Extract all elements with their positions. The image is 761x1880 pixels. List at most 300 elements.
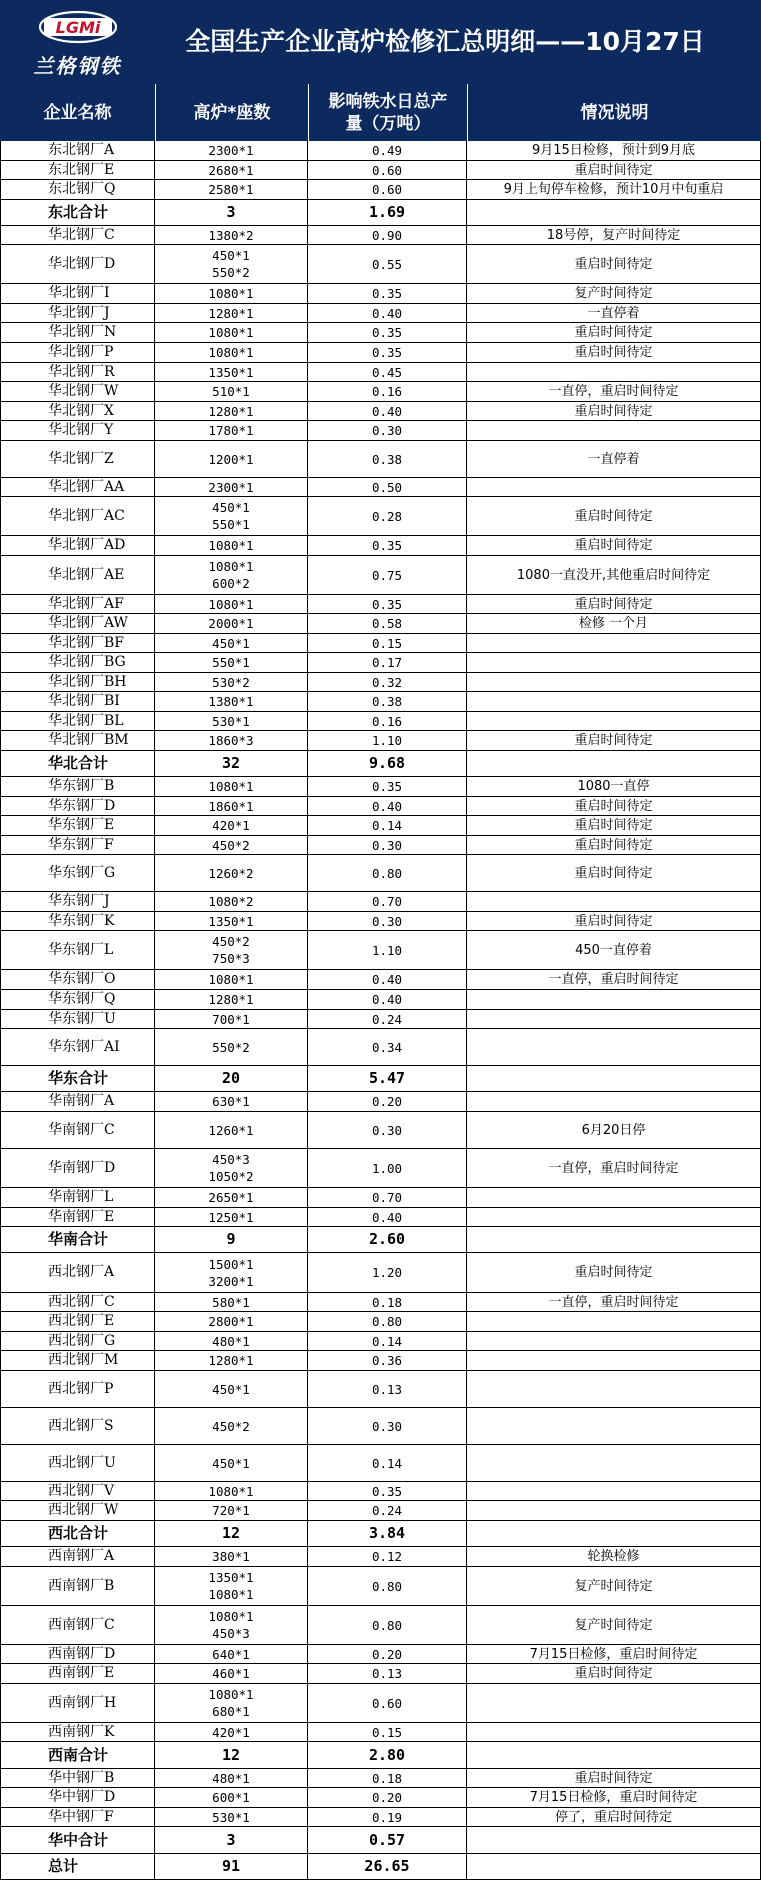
table-row (0, 1092, 761, 1112)
table-row (0, 1547, 761, 1567)
enterprise-name: 西南钢厂C (0, 1606, 155, 1645)
table-row (0, 284, 761, 304)
enterprise-name: 华东钢厂D (0, 797, 155, 816)
table-row (0, 673, 761, 692)
enterprise-name: 华南钢厂C (0, 1112, 155, 1149)
enterprise-name: 西北钢厂M (0, 1351, 155, 1371)
furnace-spec: 1080*1 (208, 1587, 254, 1602)
status-note: 重启时间待定 (467, 797, 761, 816)
enterprise-name: 西北钢厂U (0, 1445, 155, 1482)
enterprise-name: 华东钢厂K (0, 912, 155, 931)
table-row (0, 1112, 761, 1149)
enterprise-name: 西南钢厂H (0, 1684, 155, 1723)
furnace-count (155, 141, 308, 161)
furnace-count (155, 816, 308, 836)
furnace-count (155, 970, 308, 990)
furnace-spec: 20 (221, 1069, 241, 1087)
enterprise-name: 西南合计 (0, 1742, 155, 1769)
furnace-count (155, 161, 308, 180)
status-note: 重启时间待定 (467, 323, 761, 343)
status-note (467, 421, 761, 441)
furnace-spec: 450*1 (212, 248, 250, 263)
furnace-spec: 680*1 (212, 1704, 250, 1719)
status-note: 复产时间待定 (467, 284, 761, 304)
furnace-spec: 32 (221, 754, 241, 772)
daily-output: 1.69 (308, 200, 467, 226)
furnace-count (155, 1645, 308, 1664)
status-note: 450一直停着 (467, 931, 761, 970)
furnace-count (155, 1664, 308, 1684)
status-note (467, 634, 761, 653)
furnace-count (155, 304, 308, 323)
table-row (0, 816, 761, 836)
furnace-count (155, 180, 308, 200)
furnace-spec: 450*3 (212, 1152, 250, 1167)
enterprise-name: 华北钢厂P (0, 343, 155, 363)
daily-output: 0.18 (308, 1293, 467, 1312)
furnace-count (155, 1227, 308, 1253)
enterprise-name: 西南钢厂A (0, 1547, 155, 1567)
table-row (0, 304, 761, 323)
table-row (0, 1445, 761, 1482)
status-note (467, 1827, 761, 1854)
furnace-spec: 550*2 (212, 1039, 250, 1055)
daily-output: 0.32 (308, 673, 467, 692)
status-note (467, 990, 761, 1010)
daily-output: 0.14 (308, 1332, 467, 1351)
status-note: 6月20日停 (467, 1112, 761, 1149)
daily-output: 0.13 (308, 1664, 467, 1684)
table-row (0, 931, 761, 970)
header-col-name (0, 84, 155, 141)
table-row (0, 1788, 761, 1808)
daily-output: 1.00 (308, 1149, 467, 1188)
enterprise-name: 华北钢厂AE (0, 556, 155, 595)
subtotal-row (0, 1227, 761, 1253)
furnace-count (155, 990, 308, 1010)
enterprise-name: 华南钢厂D (0, 1149, 155, 1188)
daily-output: 0.58 (308, 614, 467, 634)
daily-output: 1.20 (308, 1253, 467, 1293)
furnace-spec: 1080*1 (208, 286, 254, 301)
status-note: 重启时间待定 (467, 343, 761, 363)
daily-output: 0.20 (308, 1645, 467, 1664)
enterprise-name: 西北钢厂G (0, 1332, 155, 1351)
furnace-spec: 1780*1 (208, 423, 254, 438)
table-row (0, 1208, 761, 1227)
furnace-spec: 530*1 (212, 713, 250, 729)
furnace-spec: 450*2 (212, 1418, 250, 1434)
daily-output: 0.40 (308, 1208, 467, 1227)
furnace-count (155, 1547, 308, 1567)
enterprise-name: 华北钢厂BM (0, 731, 155, 751)
furnace-spec: 1380*2 (208, 227, 254, 243)
table-row (0, 892, 761, 912)
status-note (467, 1188, 761, 1208)
enterprise-name: 华北钢厂BH (0, 673, 155, 692)
furnace-count (155, 1723, 308, 1742)
furnace-spec: 2680*1 (208, 162, 254, 178)
daily-output: 0.16 (308, 712, 467, 731)
enterprise-name: 西北钢厂C (0, 1293, 155, 1312)
enterprise-name: 华南合计 (0, 1227, 155, 1253)
table-row (0, 323, 761, 343)
furnace-spec: 3 (226, 203, 236, 221)
furnace-count (155, 441, 308, 478)
enterprise-name: 华东钢厂G (0, 855, 155, 892)
status-note: 重启时间待定 (467, 816, 761, 836)
status-note (467, 1312, 761, 1332)
enterprise-name: 西南钢厂E (0, 1664, 155, 1684)
furnace-count (155, 1066, 308, 1092)
table-row (0, 536, 761, 556)
table-row (0, 797, 761, 816)
furnace-spec: 2300*1 (208, 143, 254, 158)
status-note: 重启时间待定 (467, 836, 761, 855)
daily-output: 0.20 (308, 1788, 467, 1808)
status-note: 一直停，重启时间待定 (467, 1149, 761, 1188)
furnace-spec: 1080*1 (208, 596, 254, 612)
subtotal-row (0, 1742, 761, 1769)
furnace-count (155, 1827, 308, 1854)
title-bar (0, 0, 761, 84)
table-row (0, 1408, 761, 1445)
status-note (467, 200, 761, 226)
table-row (0, 556, 761, 595)
furnace-spec: 450*3 (212, 1626, 250, 1641)
daily-output: 0.40 (308, 797, 467, 816)
enterprise-name: 西南钢厂B (0, 1567, 155, 1606)
furnace-spec: 450*2 (212, 934, 250, 949)
enterprise-name: 华北钢厂J (0, 304, 155, 323)
furnace-spec: 1080*1 (208, 345, 254, 360)
daily-output: 0.15 (308, 634, 467, 653)
furnace-count (155, 1769, 308, 1788)
daily-output: 0.30 (308, 836, 467, 855)
subtotal-row (0, 751, 761, 777)
subtotal-row (0, 200, 761, 226)
furnace-count (155, 653, 308, 673)
enterprise-name: 华北钢厂BF (0, 634, 155, 653)
furnace-spec: 12 (221, 1745, 241, 1764)
enterprise-name: 华北钢厂AA (0, 478, 155, 497)
daily-output: 0.60 (308, 180, 467, 200)
enterprise-name: 华北钢厂AD (0, 536, 155, 556)
table-row (0, 1188, 761, 1208)
status-note: 重启时间待定 (467, 536, 761, 556)
status-note: 重启时间待定 (467, 1253, 761, 1293)
status-note (467, 1408, 761, 1445)
furnace-spec: 1500*1 (208, 1256, 254, 1272)
header-text: 企业名称 (43, 102, 112, 123)
enterprise-name: 西北钢厂A (0, 1253, 155, 1293)
table-row (0, 363, 761, 382)
daily-output: 0.12 (308, 1547, 467, 1567)
furnace-count (155, 1445, 308, 1482)
table-row (0, 1029, 761, 1066)
status-note (467, 1371, 761, 1408)
enterprise-name: 华东钢厂U (0, 1010, 155, 1029)
company-logo (30, 6, 125, 78)
table-row (0, 1482, 761, 1501)
daily-output: 0.30 (308, 1408, 467, 1445)
status-note (467, 363, 761, 382)
enterprise-name: 华北钢厂N (0, 323, 155, 343)
daily-output: 0.70 (308, 1188, 467, 1208)
furnace-spec: 1080*1 (208, 972, 254, 987)
status-note: 一直停，重启时间待定 (467, 382, 761, 402)
furnace-count (155, 284, 308, 304)
furnace-count (155, 892, 308, 912)
table-row (0, 855, 761, 892)
table-header (0, 84, 761, 141)
furnace-spec: 450*1 (212, 1381, 250, 1397)
furnace-spec: 480*1 (212, 1770, 250, 1786)
enterprise-name: 华中钢厂B (0, 1769, 155, 1788)
furnace-spec: 1200*1 (208, 451, 254, 467)
table-row (0, 180, 761, 200)
enterprise-name: 华中合计 (0, 1827, 155, 1854)
table-row (0, 634, 761, 653)
daily-output: 0.35 (308, 323, 467, 343)
furnace-count (155, 226, 308, 245)
furnace-spec: 1080*1 (208, 779, 254, 794)
enterprise-name: 华北钢厂BI (0, 692, 155, 712)
enterprise-name: 华北钢厂BG (0, 653, 155, 673)
daily-output: 0.35 (308, 343, 467, 363)
furnace-spec: 2000*1 (208, 616, 254, 631)
table-row (0, 1808, 761, 1827)
furnace-count (155, 595, 308, 614)
status-note: 7月15日检修，重启时间待定 (467, 1645, 761, 1664)
furnace-count (155, 497, 308, 536)
enterprise-name: 东北合计 (0, 200, 155, 226)
furnace-count (155, 731, 308, 751)
table-row (0, 421, 761, 441)
enterprise-name: 西北钢厂V (0, 1482, 155, 1501)
status-note (467, 1684, 761, 1723)
furnace-spec: 1860*3 (208, 733, 254, 748)
daily-output: 0.57 (308, 1827, 467, 1854)
enterprise-name: 西北钢厂S (0, 1408, 155, 1445)
table-row (0, 1293, 761, 1312)
furnace-spec: 600*2 (212, 576, 250, 591)
furnace-spec: 1080*1 (208, 1483, 254, 1499)
status-note: 重启时间待定 (467, 595, 761, 614)
furnace-spec: 1080*1 (208, 1609, 254, 1624)
table-row (0, 614, 761, 634)
daily-output: 0.40 (308, 304, 467, 323)
furnace-spec: 530*1 (212, 1809, 250, 1825)
table-row (0, 1723, 761, 1742)
status-note (467, 1482, 761, 1501)
furnace-count (155, 536, 308, 556)
status-note: 重启时间待定 (467, 497, 761, 536)
status-note: 重启时间待定 (467, 855, 761, 892)
furnace-count (155, 1351, 308, 1371)
furnace-spec: 1380*1 (208, 694, 254, 709)
furnace-count (155, 1684, 308, 1723)
furnace-spec: 550*2 (212, 265, 250, 280)
furnace-spec: 1350*1 (208, 364, 254, 380)
status-note (467, 1723, 761, 1742)
table-row (0, 1332, 761, 1351)
daily-output: 0.35 (308, 284, 467, 304)
status-note: 7月15日检修，重启时间待定 (467, 1788, 761, 1808)
furnace-count (155, 692, 308, 712)
table-row (0, 497, 761, 536)
table-row (0, 226, 761, 245)
daily-output: 0.30 (308, 421, 467, 441)
enterprise-name: 华东钢厂J (0, 892, 155, 912)
furnace-count (155, 614, 308, 634)
status-note: 18号停，复产时间待定 (467, 226, 761, 245)
furnace-count (155, 777, 308, 797)
status-note (467, 1010, 761, 1029)
status-note: 复产时间待定 (467, 1606, 761, 1645)
enterprise-name: 华北钢厂AF (0, 595, 155, 614)
furnace-count (155, 912, 308, 931)
table-row (0, 777, 761, 797)
table-row (0, 1664, 761, 1684)
daily-output: 9.68 (308, 751, 467, 777)
daily-output: 0.20 (308, 1092, 467, 1112)
status-note (467, 1445, 761, 1482)
enterprise-name: 华中钢厂D (0, 1788, 155, 1808)
furnace-spec: 1280*1 (208, 1353, 254, 1368)
daily-output: 0.70 (308, 892, 467, 912)
enterprise-name: 华北钢厂Z (0, 441, 155, 478)
table-row (0, 478, 761, 497)
enterprise-name: 华北钢厂C (0, 226, 155, 245)
status-note (467, 653, 761, 673)
logo-mark-text: LGMi (55, 18, 101, 37)
table-row (0, 1149, 761, 1188)
furnace-spec: 450*1 (212, 500, 250, 515)
daily-output: 0.35 (308, 777, 467, 797)
furnace-count (155, 1606, 308, 1645)
furnace-count (155, 421, 308, 441)
furnace-count (155, 556, 308, 595)
furnace-count (155, 1854, 308, 1880)
table-row (0, 382, 761, 402)
furnace-count (155, 1482, 308, 1501)
enterprise-name: 华北钢厂R (0, 363, 155, 382)
furnace-spec: 9 (226, 1230, 236, 1248)
status-note (467, 1029, 761, 1066)
status-note: 重启时间待定 (467, 245, 761, 284)
furnace-spec: 3200*1 (208, 1273, 254, 1289)
furnace-spec: 1280*1 (208, 305, 254, 321)
furnace-spec: 420*1 (212, 818, 250, 833)
header-text: 量（万吨） (345, 113, 431, 134)
status-note (467, 1854, 761, 1880)
furnace-count (155, 1029, 308, 1066)
furnace-count (155, 1808, 308, 1827)
furnace-count (155, 478, 308, 497)
furnace-spec: 550*1 (212, 655, 250, 670)
status-note: 重启时间待定 (467, 161, 761, 180)
status-note (467, 712, 761, 731)
furnace-spec: 600*1 (212, 1790, 250, 1805)
furnace-count (155, 245, 308, 284)
table-row (0, 836, 761, 855)
status-note (467, 892, 761, 912)
daily-output: 0.13 (308, 1371, 467, 1408)
furnace-spec: 530*2 (212, 674, 250, 690)
furnace-count (155, 1208, 308, 1227)
table-row (0, 402, 761, 421)
enterprise-name: 华南钢厂A (0, 1092, 155, 1112)
furnace-spec: 1350*1 (208, 1570, 254, 1585)
daily-output: 0.38 (308, 692, 467, 712)
header-col-output (308, 84, 467, 141)
subtotal-row (0, 1827, 761, 1854)
furnace-count (155, 836, 308, 855)
status-note (467, 478, 761, 497)
furnace-count (155, 1332, 308, 1351)
daily-output: 0.16 (308, 382, 467, 402)
furnace-spec: 1280*1 (208, 403, 254, 419)
furnace-count (155, 1408, 308, 1445)
status-note: 重启时间待定 (467, 1769, 761, 1788)
furnace-count (155, 1788, 308, 1808)
furnace-count (155, 1501, 308, 1521)
furnace-spec: 380*1 (212, 1549, 250, 1564)
daily-output: 0.36 (308, 1351, 467, 1371)
table-row (0, 1501, 761, 1521)
furnace-count (155, 363, 308, 382)
table-row (0, 912, 761, 931)
daily-output: 0.30 (308, 912, 467, 931)
subtotal-row (0, 1521, 761, 1547)
furnace-spec: 1080*1 (208, 559, 254, 574)
table-row (0, 595, 761, 614)
furnace-spec: 1250*1 (208, 1209, 254, 1225)
enterprise-name: 华东钢厂F (0, 836, 155, 855)
furnace-count (155, 1567, 308, 1606)
daily-output: 0.80 (308, 1606, 467, 1645)
furnace-spec: 510*1 (212, 384, 250, 399)
furnace-count (155, 673, 308, 692)
daily-output: 0.14 (308, 816, 467, 836)
enterprise-name: 西北钢厂P (0, 1371, 155, 1408)
enterprise-name: 华北钢厂D (0, 245, 155, 284)
furnace-count (155, 712, 308, 731)
furnace-count (155, 402, 308, 421)
table-row (0, 1253, 761, 1293)
daily-output: 0.40 (308, 970, 467, 990)
furnace-spec: 2300*1 (208, 479, 254, 495)
furnace-spec: 700*1 (212, 1011, 250, 1027)
status-note: 重启时间待定 (467, 731, 761, 751)
header-col-furnaces (155, 84, 308, 141)
daily-output: 0.24 (308, 1501, 467, 1521)
enterprise-name: 华北钢厂AW (0, 614, 155, 634)
furnace-spec: 630*1 (212, 1094, 250, 1109)
table-row (0, 441, 761, 478)
furnace-count (155, 1253, 308, 1293)
table-row (0, 653, 761, 673)
enterprise-name: 华北钢厂BL (0, 712, 155, 731)
table-row (0, 245, 761, 284)
daily-output: 0.34 (308, 1029, 467, 1066)
table-row (0, 692, 761, 712)
enterprise-name: 总计 (0, 1854, 155, 1880)
enterprise-name: 华东合计 (0, 1066, 155, 1092)
furnace-spec: 12 (221, 1524, 241, 1542)
daily-output: 0.40 (308, 990, 467, 1010)
